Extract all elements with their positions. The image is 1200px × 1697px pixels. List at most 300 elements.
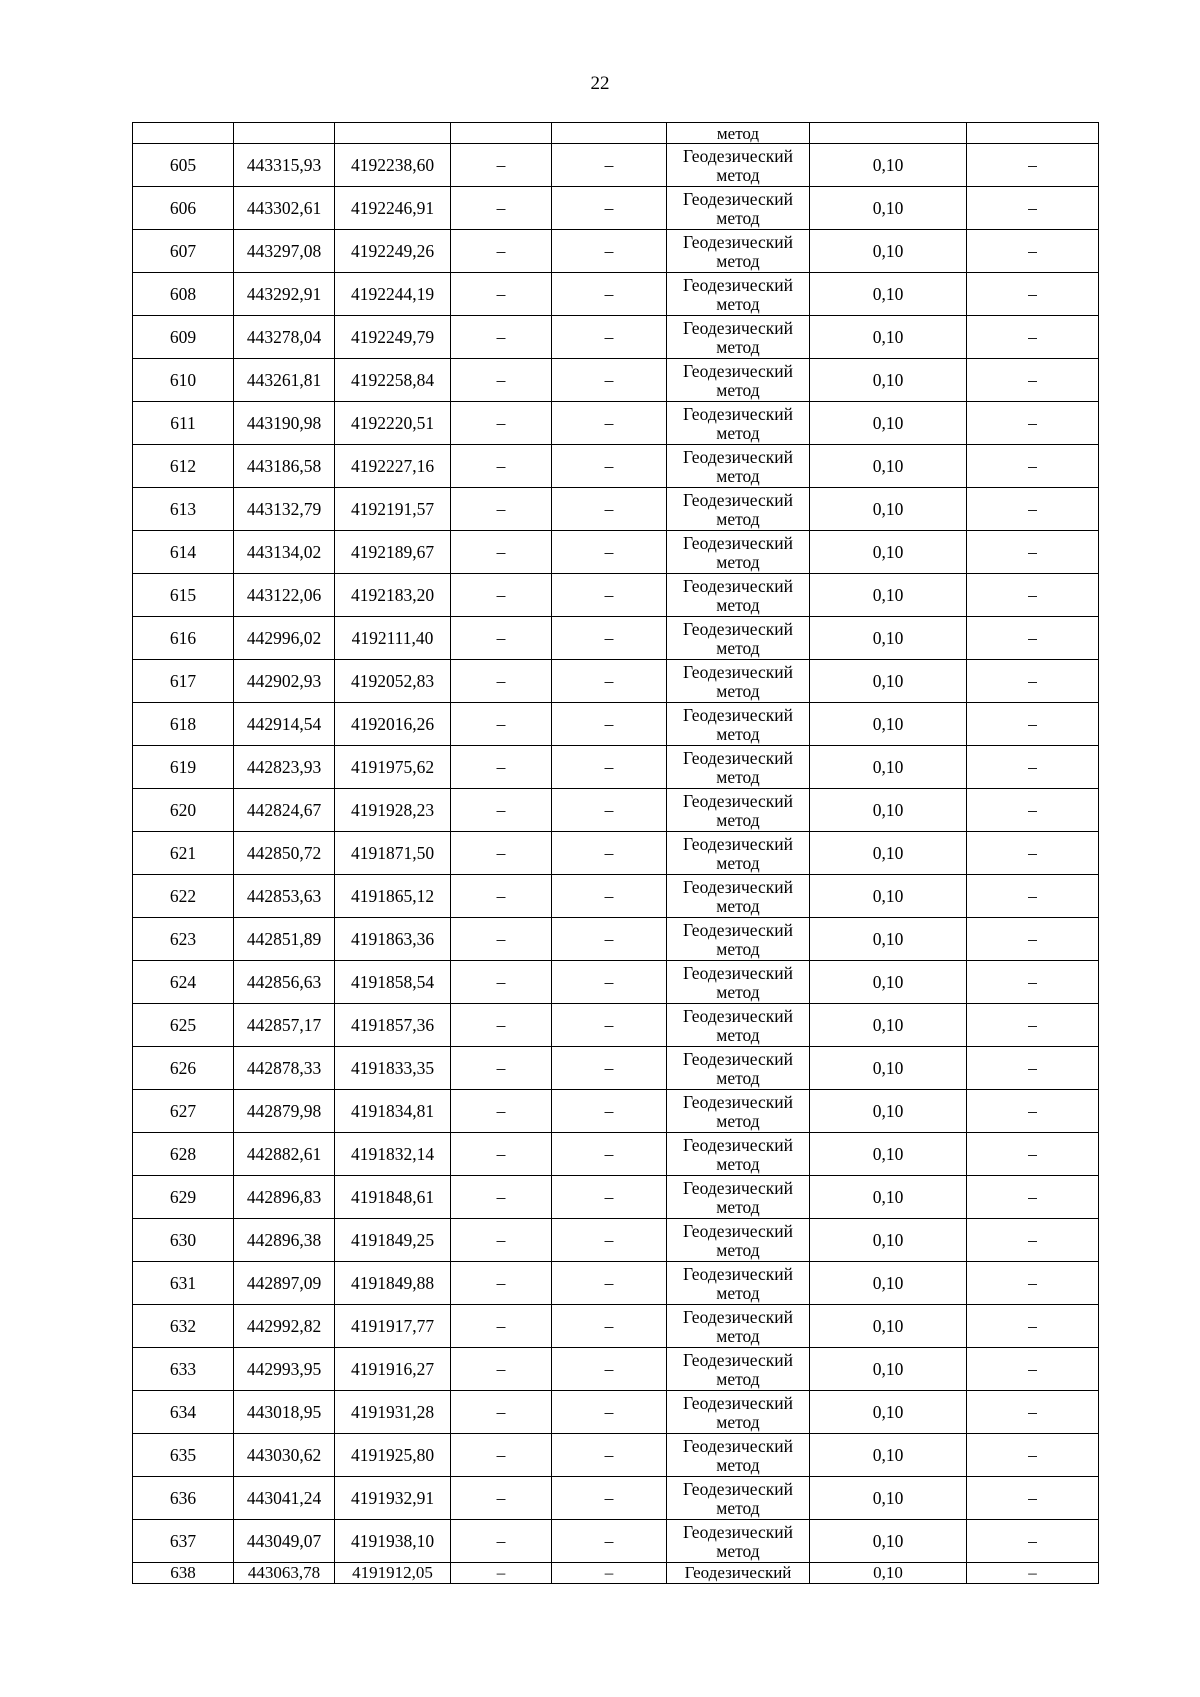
accuracy-value: 0,10 — [810, 746, 967, 789]
coordinate-y: 4191832,14 — [335, 1133, 451, 1176]
empty-dash: – — [451, 531, 552, 574]
empty-dash: – — [451, 230, 552, 273]
method-line-2: метод — [716, 852, 760, 873]
method-line-1: Геодезический — [683, 145, 793, 166]
empty-dash: – — [967, 445, 1099, 488]
empty-dash: – — [552, 961, 667, 1004]
coordinate-y: 4191849,88 — [335, 1262, 451, 1305]
empty-dash: – — [552, 875, 667, 918]
accuracy-value: 0,10 — [810, 1176, 967, 1219]
point-number: 613 — [133, 488, 234, 531]
method-line-2: метод — [716, 1196, 760, 1217]
empty-dash: – — [967, 1477, 1099, 1520]
method-line-2: метод — [716, 465, 760, 486]
accuracy-value: 0,10 — [810, 875, 967, 918]
coordinate-y: 4191863,36 — [335, 918, 451, 961]
method-line-1: Геодезический — [683, 403, 793, 424]
empty-dash: – — [451, 273, 552, 316]
method-cell — [667, 703, 810, 746]
point-number: 625 — [133, 1004, 234, 1047]
accuracy-value: 0,10 — [810, 1520, 967, 1563]
point-number: 616 — [133, 617, 234, 660]
method-line-2: метод — [716, 981, 760, 1002]
empty-dash: – — [552, 574, 667, 617]
coordinate-x: 443302,61 — [234, 187, 335, 230]
empty-dash: – — [451, 445, 552, 488]
accuracy-value: 0,10 — [810, 961, 967, 1004]
method-line-2: метод — [716, 594, 760, 615]
accuracy-value: 0,10 — [810, 187, 967, 230]
coordinate-y: 4192016,26 — [335, 703, 451, 746]
method-line-2: метод — [716, 1153, 760, 1174]
coordinate-x: 443134,02 — [234, 531, 335, 574]
coordinate-x: 442850,72 — [234, 832, 335, 875]
method-line-1: Геодезический — [683, 1177, 793, 1198]
coordinate-y: 4191833,35 — [335, 1047, 451, 1090]
table-row — [133, 660, 1099, 703]
empty-dash: – — [451, 1219, 552, 1262]
table-row — [133, 1047, 1099, 1090]
method-cell — [667, 1133, 810, 1176]
point-number: 607 — [133, 230, 234, 273]
empty-dash: – — [451, 1348, 552, 1391]
empty-dash: – — [552, 1434, 667, 1477]
empty-dash: – — [967, 875, 1099, 918]
empty-dash: – — [451, 789, 552, 832]
method-line-1: Геодезический — [683, 704, 793, 725]
point-number: 631 — [133, 1262, 234, 1305]
method-line-1: Геодезический — [683, 188, 793, 209]
empty-dash: – — [967, 918, 1099, 961]
coordinate-y: 4192111,40 — [335, 617, 451, 660]
point-number: 627 — [133, 1090, 234, 1133]
method-line-1: Геодезический — [683, 1263, 793, 1284]
method-line-2: метод — [716, 809, 760, 830]
coordinate-y: 4191931,28 — [335, 1391, 451, 1434]
empty-dash: – — [451, 1004, 552, 1047]
method-cell — [667, 230, 810, 273]
method-cell — [667, 832, 810, 875]
point-number: 620 — [133, 789, 234, 832]
empty-dash: – — [451, 1520, 552, 1563]
coordinate-x: 442996,02 — [234, 617, 335, 660]
method-cell — [667, 1477, 810, 1520]
empty-dash: – — [451, 832, 552, 875]
page-number: 22 — [590, 73, 610, 94]
cell-empty — [451, 123, 552, 144]
point-number: 617 — [133, 660, 234, 703]
method-line-2: метод — [716, 895, 760, 916]
method-cell — [667, 1520, 810, 1563]
empty-dash: – — [451, 660, 552, 703]
accuracy-value: 0,10 — [810, 703, 967, 746]
method-cell — [667, 1004, 810, 1047]
coordinate-x: 442857,17 — [234, 1004, 335, 1047]
empty-dash: – — [552, 187, 667, 230]
method-line-2: метод — [716, 1239, 760, 1260]
table-row-partial — [133, 1563, 1099, 1584]
table-row — [133, 187, 1099, 230]
method-cell — [667, 402, 810, 445]
coordinate-x: 442992,82 — [234, 1305, 335, 1348]
empty-dash: – — [552, 1047, 667, 1090]
accuracy-value: 0,10 — [810, 144, 967, 187]
table-row — [133, 316, 1099, 359]
cell-empty — [552, 123, 667, 144]
table-row — [133, 617, 1099, 660]
coordinate-y: 4192189,67 — [335, 531, 451, 574]
empty-dash: – — [451, 1176, 552, 1219]
coordinate-y: 4192227,16 — [335, 445, 451, 488]
empty-dash: – — [967, 1305, 1099, 1348]
empty-dash: – — [451, 1563, 552, 1584]
point-number: 636 — [133, 1477, 234, 1520]
method-line-1: Геодезический — [683, 231, 793, 252]
coordinate-y: 4191848,61 — [335, 1176, 451, 1219]
method-line-1: Геодезический — [683, 919, 793, 940]
empty-dash: – — [451, 1305, 552, 1348]
accuracy-value: 0,10 — [810, 1262, 967, 1305]
empty-dash: – — [967, 144, 1099, 187]
coordinate-x: 443063,78 — [234, 1563, 335, 1584]
method-line-1: Геодезический — [683, 1392, 793, 1413]
empty-dash: – — [967, 316, 1099, 359]
method-line-2: метод — [716, 422, 760, 443]
coordinate-x: 443190,98 — [234, 402, 335, 445]
coordinate-x: 442902,93 — [234, 660, 335, 703]
table-row — [133, 144, 1099, 187]
method-line-2: метод — [716, 250, 760, 271]
table-row — [133, 1219, 1099, 1262]
table-row — [133, 1004, 1099, 1047]
accuracy-value: 0,10 — [810, 789, 967, 832]
point-number: 606 — [133, 187, 234, 230]
coordinate-x: 442824,67 — [234, 789, 335, 832]
method-cell — [667, 961, 810, 1004]
coordinate-x: 442879,98 — [234, 1090, 335, 1133]
accuracy-value: 0,10 — [810, 402, 967, 445]
point-number: 615 — [133, 574, 234, 617]
empty-dash: – — [451, 703, 552, 746]
method-line-1: Геодезический — [683, 274, 793, 295]
method-line-1: Геодезический — [683, 1306, 793, 1327]
empty-dash: – — [552, 789, 667, 832]
table-row — [133, 1305, 1099, 1348]
method-cell — [667, 273, 810, 316]
method-line-1: Геодезический — [683, 1349, 793, 1370]
coordinate-x: 442851,89 — [234, 918, 335, 961]
method-cell — [667, 445, 810, 488]
coordinate-y: 4192183,20 — [335, 574, 451, 617]
method-line-2: метод — [716, 766, 760, 787]
table-row-continuation — [133, 123, 1099, 144]
empty-dash: – — [552, 660, 667, 703]
method-line-2: метод — [716, 1024, 760, 1045]
empty-dash: – — [552, 1520, 667, 1563]
coordinate-x: 443132,79 — [234, 488, 335, 531]
accuracy-value: 0,10 — [810, 230, 967, 273]
table-row — [133, 875, 1099, 918]
method-line-1: Геодезический — [683, 747, 793, 768]
method-cell — [667, 617, 810, 660]
empty-dash: – — [552, 1477, 667, 1520]
table-row — [133, 1391, 1099, 1434]
accuracy-value: 0,10 — [810, 1219, 967, 1262]
table-row — [133, 961, 1099, 1004]
coordinate-x: 443049,07 — [234, 1520, 335, 1563]
table-row — [133, 445, 1099, 488]
method-line-1: Геодезический — [683, 446, 793, 467]
empty-dash: – — [967, 488, 1099, 531]
accuracy-value: 0,10 — [810, 574, 967, 617]
coordinate-y: 4191928,23 — [335, 789, 451, 832]
point-number: 632 — [133, 1305, 234, 1348]
coordinate-y: 4191916,27 — [335, 1348, 451, 1391]
empty-dash: – — [967, 402, 1099, 445]
method-cell — [667, 1391, 810, 1434]
method-cell — [667, 187, 810, 230]
point-number: 634 — [133, 1391, 234, 1434]
accuracy-value: 0,10 — [810, 445, 967, 488]
point-number: 611 — [133, 402, 234, 445]
accuracy-value: 0,10 — [810, 1563, 967, 1584]
coordinate-x: 443018,95 — [234, 1391, 335, 1434]
coordinate-y: 4191925,80 — [335, 1434, 451, 1477]
method-line-1: Геодезический — [683, 1048, 793, 1069]
empty-dash: – — [451, 144, 552, 187]
table-row — [133, 1434, 1099, 1477]
coordinate-x: 442897,09 — [234, 1262, 335, 1305]
coordinate-x: 442882,61 — [234, 1133, 335, 1176]
coordinate-x: 442856,63 — [234, 961, 335, 1004]
coordinate-y: 4192238,60 — [335, 144, 451, 187]
method-line-2: метод — [716, 723, 760, 744]
cell-method-fragment: метод — [667, 123, 810, 144]
table-row — [133, 1477, 1099, 1520]
empty-dash: – — [552, 1133, 667, 1176]
method-line-1: Геодезический — [683, 661, 793, 682]
coordinate-x: 443122,06 — [234, 574, 335, 617]
cell-empty — [967, 123, 1099, 144]
coordinate-x: 443261,81 — [234, 359, 335, 402]
empty-dash: – — [967, 1348, 1099, 1391]
table-row — [133, 1262, 1099, 1305]
accuracy-value: 0,10 — [810, 660, 967, 703]
empty-dash: – — [552, 316, 667, 359]
empty-dash: – — [967, 1047, 1099, 1090]
table-row — [133, 1133, 1099, 1176]
empty-dash: – — [967, 746, 1099, 789]
empty-dash: – — [967, 617, 1099, 660]
empty-dash: – — [967, 230, 1099, 273]
cell-empty — [810, 123, 967, 144]
coordinate-x: 443297,08 — [234, 230, 335, 273]
table-row — [133, 402, 1099, 445]
point-number: 638 — [133, 1563, 234, 1584]
empty-dash: – — [967, 961, 1099, 1004]
method-cell — [667, 789, 810, 832]
empty-dash: – — [552, 1391, 667, 1434]
method-line-2: метод — [716, 1497, 760, 1518]
accuracy-value: 0,10 — [810, 617, 967, 660]
accuracy-value: 0,10 — [810, 316, 967, 359]
empty-dash: – — [552, 230, 667, 273]
coordinate-y: 4191912,05 — [335, 1563, 451, 1584]
coordinate-x: 442993,95 — [234, 1348, 335, 1391]
method-line-2: метод — [716, 1325, 760, 1346]
table-row — [133, 359, 1099, 402]
method-line-1: Геодезический — [683, 360, 793, 381]
empty-dash: – — [967, 660, 1099, 703]
method-line-1: Геодезический — [683, 876, 793, 897]
empty-dash: – — [451, 617, 552, 660]
table-row — [133, 488, 1099, 531]
coordinate-x: 442853,63 — [234, 875, 335, 918]
method-cell — [667, 1047, 810, 1090]
method-cell — [667, 531, 810, 574]
method-line-2: метод — [716, 336, 760, 357]
point-number: 621 — [133, 832, 234, 875]
empty-dash: – — [967, 789, 1099, 832]
coordinate-y: 4192244,19 — [335, 273, 451, 316]
table-row — [133, 1176, 1099, 1219]
point-number: 629 — [133, 1176, 234, 1219]
method-line-1: Геодезический — [683, 317, 793, 338]
coordinate-y: 4191938,10 — [335, 1520, 451, 1563]
coordinate-x: 442896,83 — [234, 1176, 335, 1219]
method-cell — [667, 1348, 810, 1391]
point-number: 614 — [133, 531, 234, 574]
empty-dash: – — [552, 531, 667, 574]
method-cell — [667, 1305, 810, 1348]
empty-dash: – — [552, 1004, 667, 1047]
accuracy-value: 0,10 — [810, 1391, 967, 1434]
table-row — [133, 703, 1099, 746]
method-line-2: метод — [716, 680, 760, 701]
empty-dash: – — [967, 1520, 1099, 1563]
coordinate-y: 4191849,25 — [335, 1219, 451, 1262]
method-cell — [667, 1262, 810, 1305]
coordinate-y: 4191975,62 — [335, 746, 451, 789]
accuracy-value: 0,10 — [810, 1047, 967, 1090]
empty-dash: – — [967, 1391, 1099, 1434]
method-cell — [667, 1434, 810, 1477]
coordinate-y: 4191917,77 — [335, 1305, 451, 1348]
table-row — [133, 1090, 1099, 1133]
method-line-1: Геодезический — [683, 962, 793, 983]
method-line-1: Геодезический — [683, 1134, 793, 1155]
method-line-2: метод — [716, 938, 760, 959]
point-number: 626 — [133, 1047, 234, 1090]
empty-dash: – — [552, 1176, 667, 1219]
method-cell — [667, 875, 810, 918]
method-line-2: метод — [716, 1540, 760, 1561]
method-line-1: Геодезический — [683, 1478, 793, 1499]
empty-dash: – — [451, 1133, 552, 1176]
method-cell — [667, 359, 810, 402]
empty-dash: – — [967, 1133, 1099, 1176]
accuracy-value: 0,10 — [810, 1090, 967, 1133]
empty-dash: – — [967, 1434, 1099, 1477]
method-line-1: Геодезический — [683, 790, 793, 811]
empty-dash: – — [552, 488, 667, 531]
empty-dash: – — [967, 359, 1099, 402]
table-row — [133, 832, 1099, 875]
empty-dash: – — [552, 703, 667, 746]
method-line-1: Геодезический — [683, 618, 793, 639]
table-row — [133, 1520, 1099, 1563]
empty-dash: – — [552, 617, 667, 660]
empty-dash: – — [967, 832, 1099, 875]
accuracy-value: 0,10 — [810, 1348, 967, 1391]
coordinate-x: 442823,93 — [234, 746, 335, 789]
empty-dash: – — [552, 445, 667, 488]
method-line-1: Геодезический — [683, 1521, 793, 1542]
accuracy-value: 0,10 — [810, 1434, 967, 1477]
empty-dash: – — [552, 832, 667, 875]
empty-dash: – — [967, 1004, 1099, 1047]
empty-dash: – — [967, 1090, 1099, 1133]
method-cell — [667, 1176, 810, 1219]
coordinate-x: 442914,54 — [234, 703, 335, 746]
method-line-1: Геодезический — [683, 532, 793, 553]
coordinate-y: 4192052,83 — [335, 660, 451, 703]
empty-dash: – — [451, 918, 552, 961]
empty-dash: – — [552, 273, 667, 316]
coordinate-x: 443292,91 — [234, 273, 335, 316]
method-line-2: метод — [716, 551, 760, 572]
method-line-2: метод — [716, 508, 760, 529]
empty-dash: – — [967, 531, 1099, 574]
empty-dash: – — [451, 574, 552, 617]
method-line-1: Геодезический — [683, 1005, 793, 1026]
point-number: 619 — [133, 746, 234, 789]
coordinate-y: 4191871,50 — [335, 832, 451, 875]
empty-dash: – — [552, 1219, 667, 1262]
coordinate-x: 443278,04 — [234, 316, 335, 359]
empty-dash: – — [967, 273, 1099, 316]
coordinate-y: 4191857,36 — [335, 1004, 451, 1047]
empty-dash: – — [552, 1305, 667, 1348]
method-cell — [667, 1090, 810, 1133]
point-number: 605 — [133, 144, 234, 187]
accuracy-value: 0,10 — [810, 918, 967, 961]
table-row — [133, 746, 1099, 789]
method-line-1: Геодезический — [683, 575, 793, 596]
coordinate-x: 443030,62 — [234, 1434, 335, 1477]
point-number: 628 — [133, 1133, 234, 1176]
empty-dash: – — [967, 703, 1099, 746]
method-line-1: Геодезический — [683, 1435, 793, 1456]
accuracy-value: 0,10 — [810, 832, 967, 875]
empty-dash: – — [552, 1348, 667, 1391]
empty-dash: – — [451, 1090, 552, 1133]
empty-dash: – — [552, 359, 667, 402]
empty-dash: – — [967, 1563, 1099, 1584]
empty-dash: – — [967, 1219, 1099, 1262]
accuracy-value: 0,10 — [810, 1477, 967, 1520]
accuracy-value: 0,10 — [810, 488, 967, 531]
empty-dash: – — [552, 918, 667, 961]
empty-dash: – — [451, 187, 552, 230]
method-line-1: Геодезический — [683, 833, 793, 854]
empty-dash: – — [967, 574, 1099, 617]
method-cell — [667, 1219, 810, 1262]
point-number: 618 — [133, 703, 234, 746]
table-row — [133, 531, 1099, 574]
method-cell — [667, 574, 810, 617]
method-cell — [667, 660, 810, 703]
